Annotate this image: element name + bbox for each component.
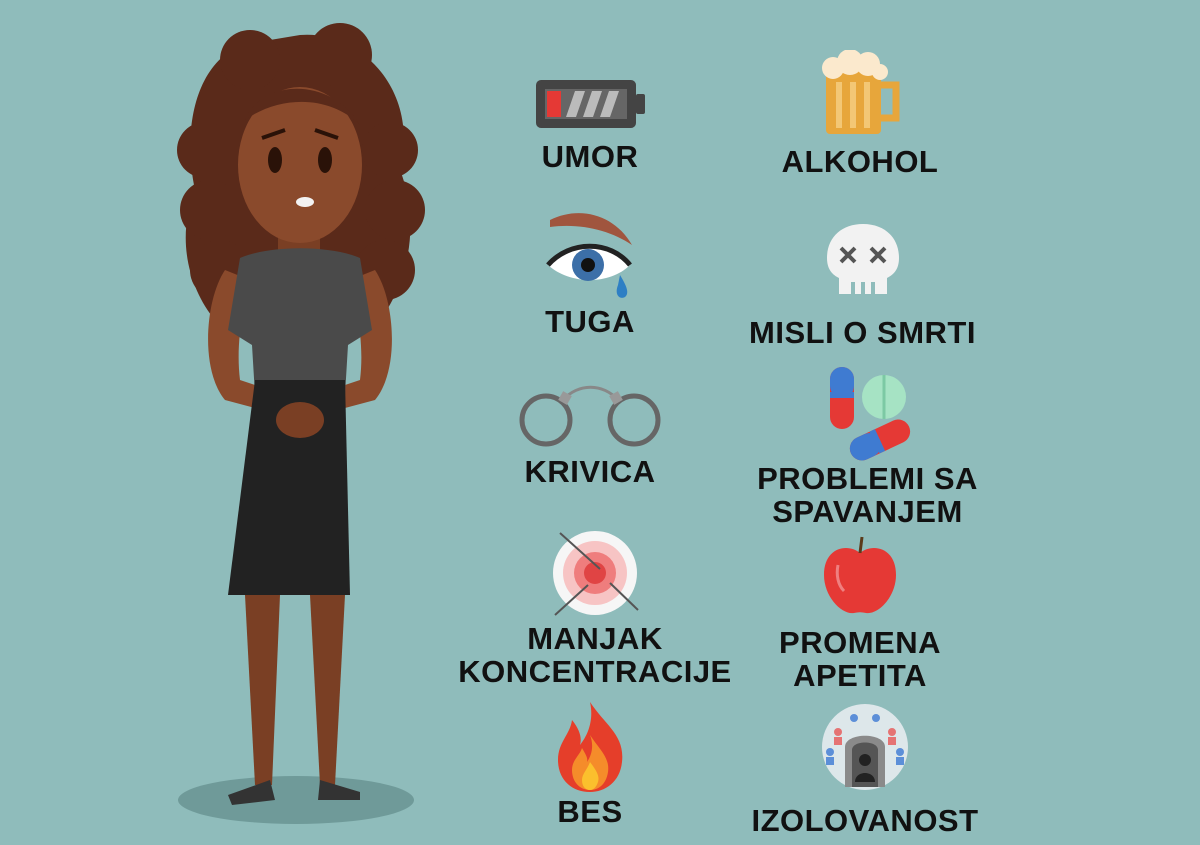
label-problemi-sa-spavanjem: PROBLEMI SA SPAVANJEM [757, 461, 978, 529]
apple-icon [818, 535, 903, 620]
label-tuga: TUGA [545, 304, 635, 339]
floor-shadow [178, 776, 414, 824]
beer-mug-icon [818, 50, 903, 140]
symptom-alcohol [760, 50, 960, 178]
symptom-anger [500, 700, 680, 828]
label-izolovanost: IZOLOVANOST [751, 803, 979, 838]
crying-eye-icon [540, 205, 640, 305]
symptom-appetite-change [740, 535, 980, 692]
symptom-fatigue [500, 70, 680, 173]
label-krivica: KRIVICA [524, 454, 656, 489]
low-battery-icon [533, 70, 648, 140]
pills-icon [818, 362, 918, 462]
symptom-lack-of-concentration [450, 525, 740, 688]
label-alkohol: ALKOHOL [781, 144, 939, 179]
isolation-icon [818, 702, 913, 792]
symptom-isolation [730, 702, 1000, 837]
symptom-guilt [480, 375, 700, 488]
gray-top [228, 248, 372, 395]
handcuffs-icon [518, 375, 663, 455]
symptom-sleep-problems [735, 362, 1000, 528]
label-umor: UMOR [541, 139, 639, 174]
label-misli-o-smrti: MISLI O SMRTI [749, 315, 976, 350]
label-manjak-koncentracije: MANJAK KONCENTRACIJE [458, 621, 732, 689]
target-arrows-icon [540, 525, 650, 620]
symptom-thoughts-of-death [725, 220, 1000, 349]
symptom-sadness [500, 205, 680, 338]
label-bes: BES [557, 794, 623, 829]
label-promena-apetita: PROMENA APETITA [779, 625, 941, 693]
skull-icon [823, 220, 903, 300]
worried-woman-illustration [150, 20, 450, 840]
fire-icon [550, 700, 630, 795]
